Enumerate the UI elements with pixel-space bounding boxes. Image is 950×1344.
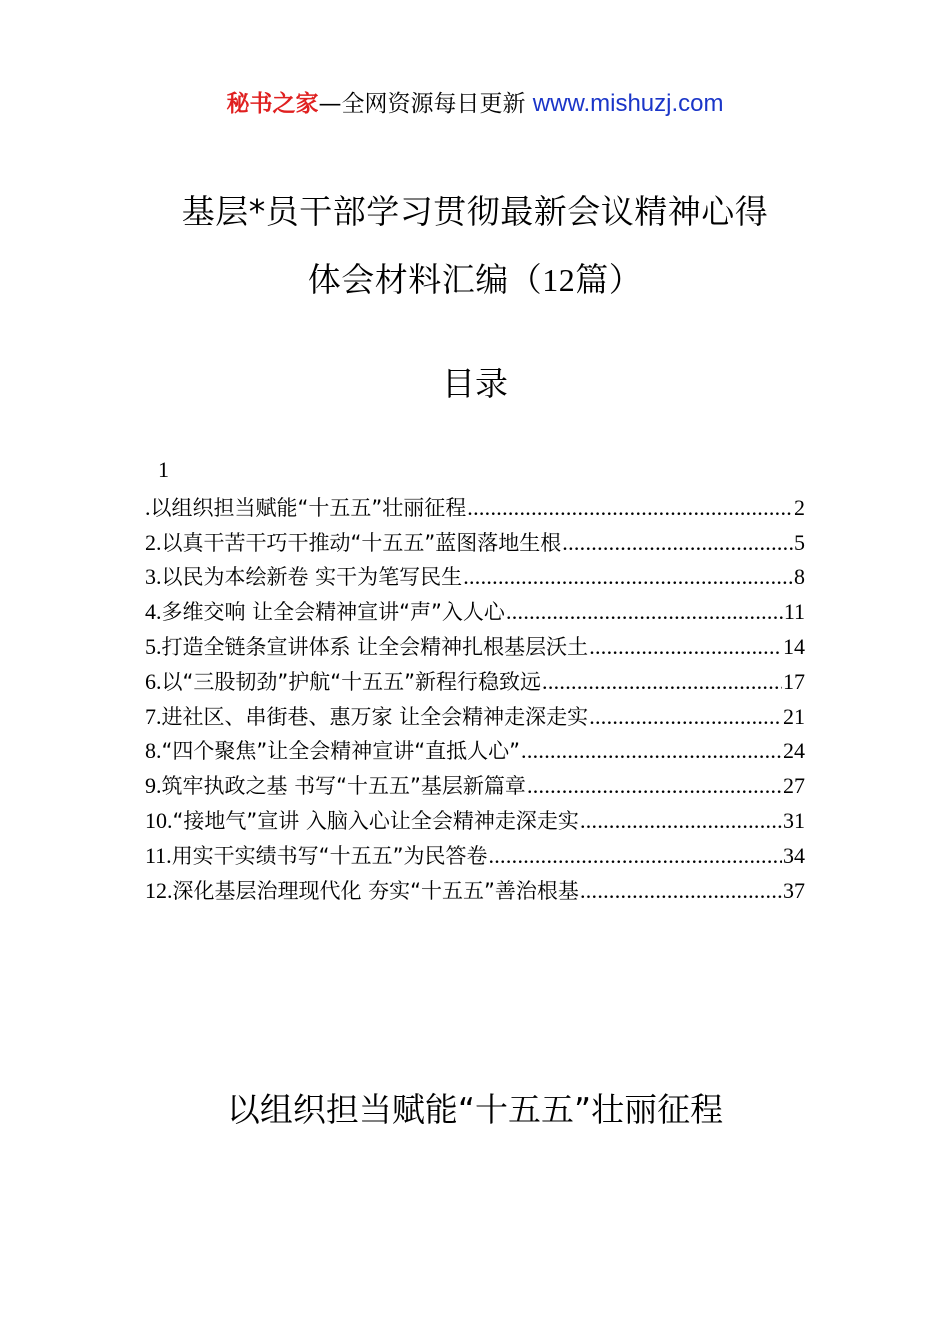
toc-entry-number: 6. [145,668,162,694]
toc-leader-dots [542,667,782,697]
toc-leader-dots [521,736,782,766]
toc-entry-title: 打造全链条宣讲体系 让全会精神扎根基层沃土 [161,634,589,659]
toc-entry-number: 5. [145,633,162,659]
toc-leader-dots [467,493,793,523]
toc-entry[interactable] [145,627,805,662]
toc-entry-page-number: 31 [783,807,805,833]
toc-entry[interactable] [145,592,805,627]
toc-entry-number: 10. [145,807,173,833]
toc-entry[interactable] [145,732,805,767]
toc-leader-dots [527,771,782,801]
toc-entry-page-number: 24 [783,738,805,764]
toc-entry-title: 用实干实绩书写“十五五”为民答卷 [171,843,488,868]
toc-entry-title: 以“三股韧劲”护航“十五五”新程行稳致远 [161,669,542,694]
site-brand: 秘书之家 [226,91,319,117]
toc-entry-title: 筑牢执政之基 书写“十五五”基层新篇章 [161,774,526,799]
document-title-line-1: 基层*员干部学习贯彻最新会议精神心得 [181,192,769,231]
toc-entry[interactable] [145,871,805,906]
table-of-contents [145,488,805,906]
toc-entry-page-number: 37 [783,877,805,903]
document-title-line-2 [0,258,950,302]
site-url-link[interactable]: www.mishuzj.com [532,90,724,117]
toc-entry-number: 11. [145,842,172,868]
toc-leader-dots [589,702,782,732]
toc-entry-title: 以真干苦干巧干推动“十五五”蓝图落地生根 [161,530,562,555]
toc-entry-number: 4. [145,599,162,625]
toc-stray-number: 1 [158,457,169,482]
toc-entry-number: 9. [145,773,162,799]
toc-leader-dots [580,806,782,836]
toc-entry-title: “接地气”宣讲 入脑入心让全会精神走深走实 [172,808,579,833]
toc-entry-title: 多维交响 让全会精神宣讲“声”入人心 [161,600,505,625]
toc-entry-title: 以组织担当赋能“十五五”壮丽征程 [150,495,467,520]
title-suffix: 篇） [575,260,643,299]
toc-leader-dots [506,597,783,627]
toc-entry-page-number: 5 [794,529,805,555]
toc-entry[interactable] [145,662,805,697]
title-article-count: 12 [542,262,576,298]
toc-entry-page-number: 34 [783,842,805,868]
site-slogan: —全网资源每日更新 [318,91,526,117]
toc-entry-page-number: 17 [783,668,805,694]
toc-heading: 目录 [442,364,508,403]
toc-entry-number: 8. [145,738,162,764]
toc-leader-dots [488,841,782,871]
toc-entry[interactable] [145,801,805,836]
toc-entry-page-number: 11 [783,599,805,625]
toc-entry[interactable] [145,558,805,593]
toc-entry-number: 3. [145,564,162,590]
toc-leader-dots [580,876,782,906]
toc-entry-number: 12. [145,877,173,903]
toc-entry-title: 进社区、串街巷、惠万家 让全会精神走深走实 [161,704,589,729]
toc-entry-title: 以民为本绘新卷 实干为笔写民生 [161,565,463,590]
toc-entry[interactable] [145,488,805,523]
toc-entry[interactable] [145,766,805,801]
title-prefix: 体会材料汇编（ [307,260,543,299]
toc-entry-page-number: 14 [783,633,805,659]
toc-entry-page-number: 2 [794,494,805,520]
toc-leader-dots [463,562,793,592]
toc-entry-number: 7. [145,703,162,729]
toc-leader-dots [589,632,782,662]
toc-entry[interactable] [145,697,805,732]
toc-entry[interactable] [145,523,805,558]
toc-entry-page-number: 27 [783,773,805,799]
toc-entry-page-number: 21 [783,703,805,729]
toc-leader-dots [562,528,793,558]
toc-entry-title: 深化基层治理现代化 夯实“十五五”善治根基 [172,878,579,903]
toc-entry-number: 2. [145,529,162,555]
section-title: 以组织担当赋能“十五五”壮丽征程 [226,1090,724,1129]
toc-entry-page-number: 8 [794,564,805,590]
toc-entry-number: . [145,494,151,520]
site-header [0,88,950,120]
toc-entry-title: “四个聚焦”让全会精神宣讲“直抵人心” [161,739,521,764]
toc-entry[interactable] [145,836,805,871]
